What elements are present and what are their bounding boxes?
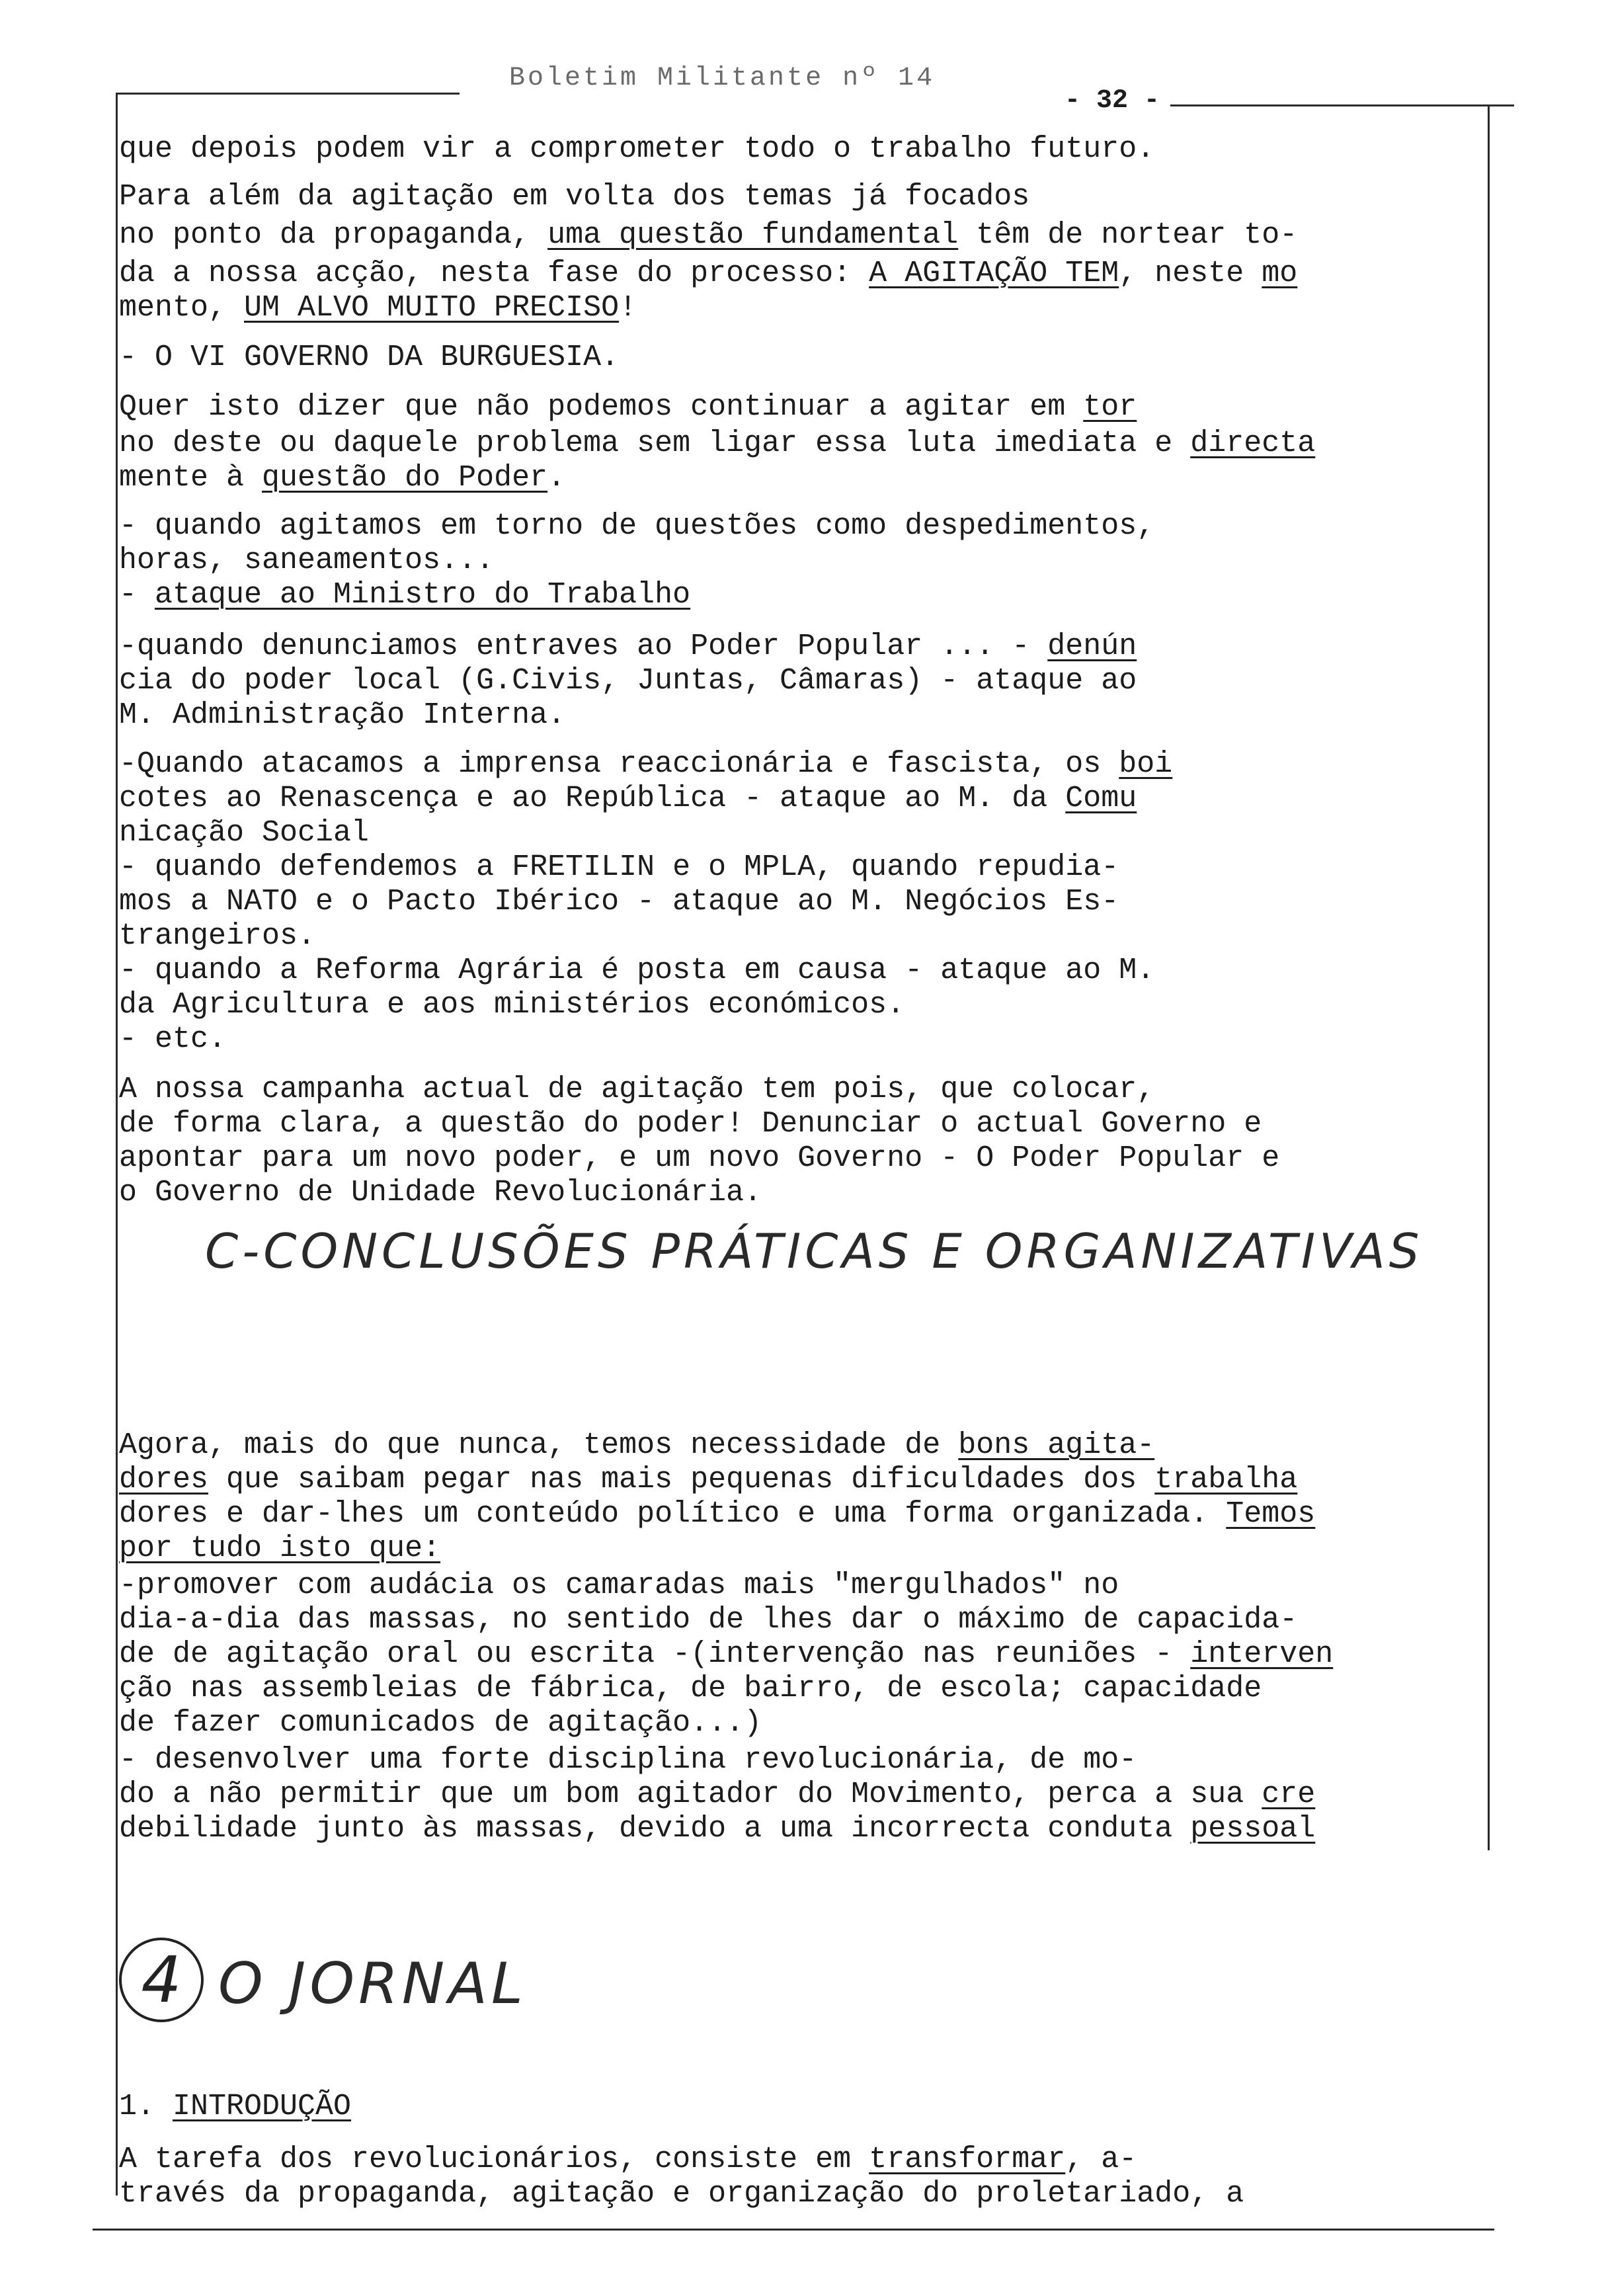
text-line	[119, 390, 1137, 425]
text-segment: mos a NATO e o Pacto Ibérico - ataque ao M. Negócios Es-	[119, 885, 1119, 919]
underlined-text: boi	[1119, 747, 1173, 781]
page-number: - 32 -	[1065, 86, 1160, 116]
text-segment: da a nossa acção, nesta fase do processo:	[119, 257, 869, 290]
text-line	[119, 1812, 1315, 1846]
text-segment: de fazer comunicados de agitação...)	[119, 1706, 762, 1740]
text-line	[119, 341, 619, 375]
underlined-text: Comu	[1065, 782, 1137, 815]
text-line	[119, 782, 1137, 816]
text-line	[119, 747, 1172, 782]
text-segment: - quando agitamos em torno de questões como despedimentos,	[119, 509, 1155, 543]
text-segment: de de agitação oral ou escrita -(intervenção nas reuniões -	[119, 1637, 1191, 1671]
text-line	[119, 2090, 351, 2124]
text-segment: ção nas assembleias de fábrica, de bairro, de escola; capacidade	[119, 1672, 1262, 1705]
text-line	[119, 2177, 1244, 2211]
top-rule-left	[116, 93, 460, 95]
text-segment: que depois podem vir a comprometer todo o trabalho futuro.	[119, 132, 1155, 166]
text-line	[119, 919, 315, 954]
text-segment: cotes ao Renascença e ao República - ataque ao M. da	[119, 782, 1066, 815]
underlined-text: trabalha	[1154, 1463, 1298, 1496]
text-segment: -	[119, 578, 155, 612]
text-line	[119, 1022, 226, 1057]
text-line	[119, 132, 1154, 167]
text-segment: Para além da agitação em volta dos temas já focados	[119, 180, 1030, 214]
text-segment: , a-	[1065, 2143, 1137, 2176]
text-segment: Agora, mais do que nunca, temos necessidade de	[119, 1428, 959, 1462]
text-line	[119, 698, 565, 733]
underlined-text: interven	[1190, 1637, 1334, 1671]
text-segment: Quer isto dizer que não podemos continuar a agitar em	[119, 390, 1084, 424]
text-line	[119, 544, 494, 578]
text-line	[119, 291, 637, 325]
underlined-text: Temos	[1226, 1497, 1316, 1531]
text-line	[119, 461, 565, 495]
text-segment: .	[547, 461, 566, 495]
text-segment: - desenvolver uma forte disciplina revolucionária, de mo-	[119, 1743, 1137, 1777]
underlined-text: por tudo isto que:	[119, 1532, 441, 1565]
underlined-text: denún	[1047, 630, 1137, 663]
text-segment: de forma clara, a questão do poder! Denunciar o actual Governo e	[119, 1107, 1262, 1141]
text-line	[119, 1073, 1154, 1107]
text-segment: horas, saneamentos...	[119, 544, 495, 577]
underlined-text: uma questão fundamental	[547, 218, 959, 252]
text-line	[119, 1176, 762, 1210]
text-segment: cia do poder local (G.Civis, Juntas, Câmaras) - ataque ao	[119, 664, 1137, 698]
text-segment: debilidade junto às massas, devido a uma incorrecta conduta	[119, 1812, 1191, 1846]
text-segment: A tarefa dos revolucionários, consiste em	[119, 2143, 869, 2176]
top-rule-right	[1170, 104, 1514, 106]
text-segment: - quando defendemos a FRETILIN e o MPLA, quando repudia-	[119, 850, 1119, 884]
handwritten-heading-c: C-CONCLUSÕES PRÁTICAS E ORGANIZATIVAS	[205, 1223, 1424, 1279]
text-line	[119, 954, 1154, 988]
text-segment: - O VI GOVERNO DA BURGUESIA.	[119, 341, 620, 374]
text-line	[119, 1141, 1279, 1176]
text-segment: apontar para um novo poder, e um novo Governo - O Poder Popular e	[119, 1141, 1280, 1175]
text-segment: dia-a-dia das massas, no sentido de lhes dar o máximo de capacida-	[119, 1603, 1298, 1637]
text-segment: mente à	[119, 461, 262, 495]
text-segment: M. Administração Interna.	[119, 698, 566, 732]
text-segment: trangeiros.	[119, 919, 316, 953]
text-line	[119, 885, 1119, 919]
text-segment: , neste	[1119, 257, 1262, 290]
text-segment: no ponto da propaganda,	[119, 218, 548, 252]
text-segment: do a não permitir que um bom agitador do Movimento, perca a sua	[119, 1778, 1262, 1811]
underlined-text: directa	[1190, 427, 1316, 460]
underlined-text: bons agita-	[958, 1428, 1155, 1462]
text-line	[119, 2143, 1137, 2177]
text-segment: nicação Social	[119, 816, 370, 850]
text-segment: - etc.	[119, 1022, 227, 1056]
left-rule	[116, 93, 118, 2195]
underlined-text: transformar	[869, 2143, 1066, 2176]
text-segment: A nossa campanha actual de agitação tem pois, que colocar,	[119, 1073, 1155, 1106]
text-segment: -Quando atacamos a imprensa reaccionária e fascista, os	[119, 747, 1119, 781]
text-line	[119, 578, 690, 612]
text-line	[119, 816, 369, 850]
text-segment: 1.	[119, 2090, 173, 2123]
text-line	[119, 427, 1315, 461]
handwritten-heading-jornal: O JORNAL	[218, 1951, 527, 2017]
text-segment: -quando denunciamos entraves ao Poder Popular ... -	[119, 630, 1048, 663]
underlined-text: mo	[1262, 257, 1298, 290]
text-line	[119, 257, 1297, 291]
text-line	[119, 850, 1119, 885]
underlined-text: dores	[119, 1463, 209, 1496]
text-segment: través da propaganda, agitação e organização do proletariado, a	[119, 2177, 1244, 2211]
right-rule	[1488, 104, 1490, 1850]
bottom-rule	[93, 2229, 1494, 2231]
underlined-text: A AGITAÇÃO TEM	[869, 257, 1119, 290]
text-line	[119, 988, 904, 1022]
text-line	[119, 180, 1029, 214]
text-line	[119, 630, 1137, 664]
text-segment: -promover com audácia os camaradas mais "mergulhados" no	[119, 1569, 1119, 1602]
underlined-text: questão do Poder	[262, 461, 548, 495]
text-line	[119, 1497, 1315, 1532]
underlined-text: cre	[1262, 1778, 1316, 1811]
text-segment: da Agricultura e aos ministérios económicos.	[119, 988, 905, 1022]
underlined-text: INTRODUÇÃO	[173, 2090, 352, 2123]
underlined-text: pessoal	[1190, 1812, 1316, 1846]
underlined-text: ataque ao Ministro do Trabalho	[155, 578, 691, 612]
text-line	[119, 1778, 1315, 1812]
text-line	[119, 1743, 1137, 1778]
text-line	[119, 509, 1154, 544]
text-line	[119, 1706, 762, 1741]
text-segment: o Governo de Unidade Revolucionária.	[119, 1176, 762, 1210]
text-segment: dores e dar-lhes um conteúdo político e uma forma organizada.	[119, 1497, 1226, 1531]
text-line	[119, 1637, 1333, 1672]
text-segment: - quando a Reforma Agrária é posta em causa - ataque ao M.	[119, 954, 1155, 987]
text-line	[119, 1672, 1262, 1706]
text-line	[119, 1463, 1297, 1497]
bulletin-title: Boletim Militante nº 14	[509, 63, 936, 93]
text-segment: mento,	[119, 291, 245, 325]
text-segment: têm de nortear to-	[958, 218, 1298, 252]
text-line	[119, 1569, 1119, 1603]
underlined-text: UM ALVO MUITO PRECISO	[244, 291, 620, 325]
circled-number-icon: 4	[119, 1938, 204, 2022]
text-line	[119, 1428, 1154, 1463]
text-line	[119, 1532, 440, 1566]
text-segment: no deste ou daquele problema sem ligar essa luta imediata e	[119, 427, 1191, 460]
text-line	[119, 664, 1137, 698]
text-line	[119, 218, 1297, 253]
text-line	[119, 1603, 1297, 1637]
text-segment: que saibam pegar nas mais pequenas dificuldades dos	[208, 1463, 1155, 1496]
underlined-text: tor	[1083, 390, 1137, 424]
text-line	[119, 1107, 1262, 1141]
text-segment: !	[619, 291, 637, 325]
